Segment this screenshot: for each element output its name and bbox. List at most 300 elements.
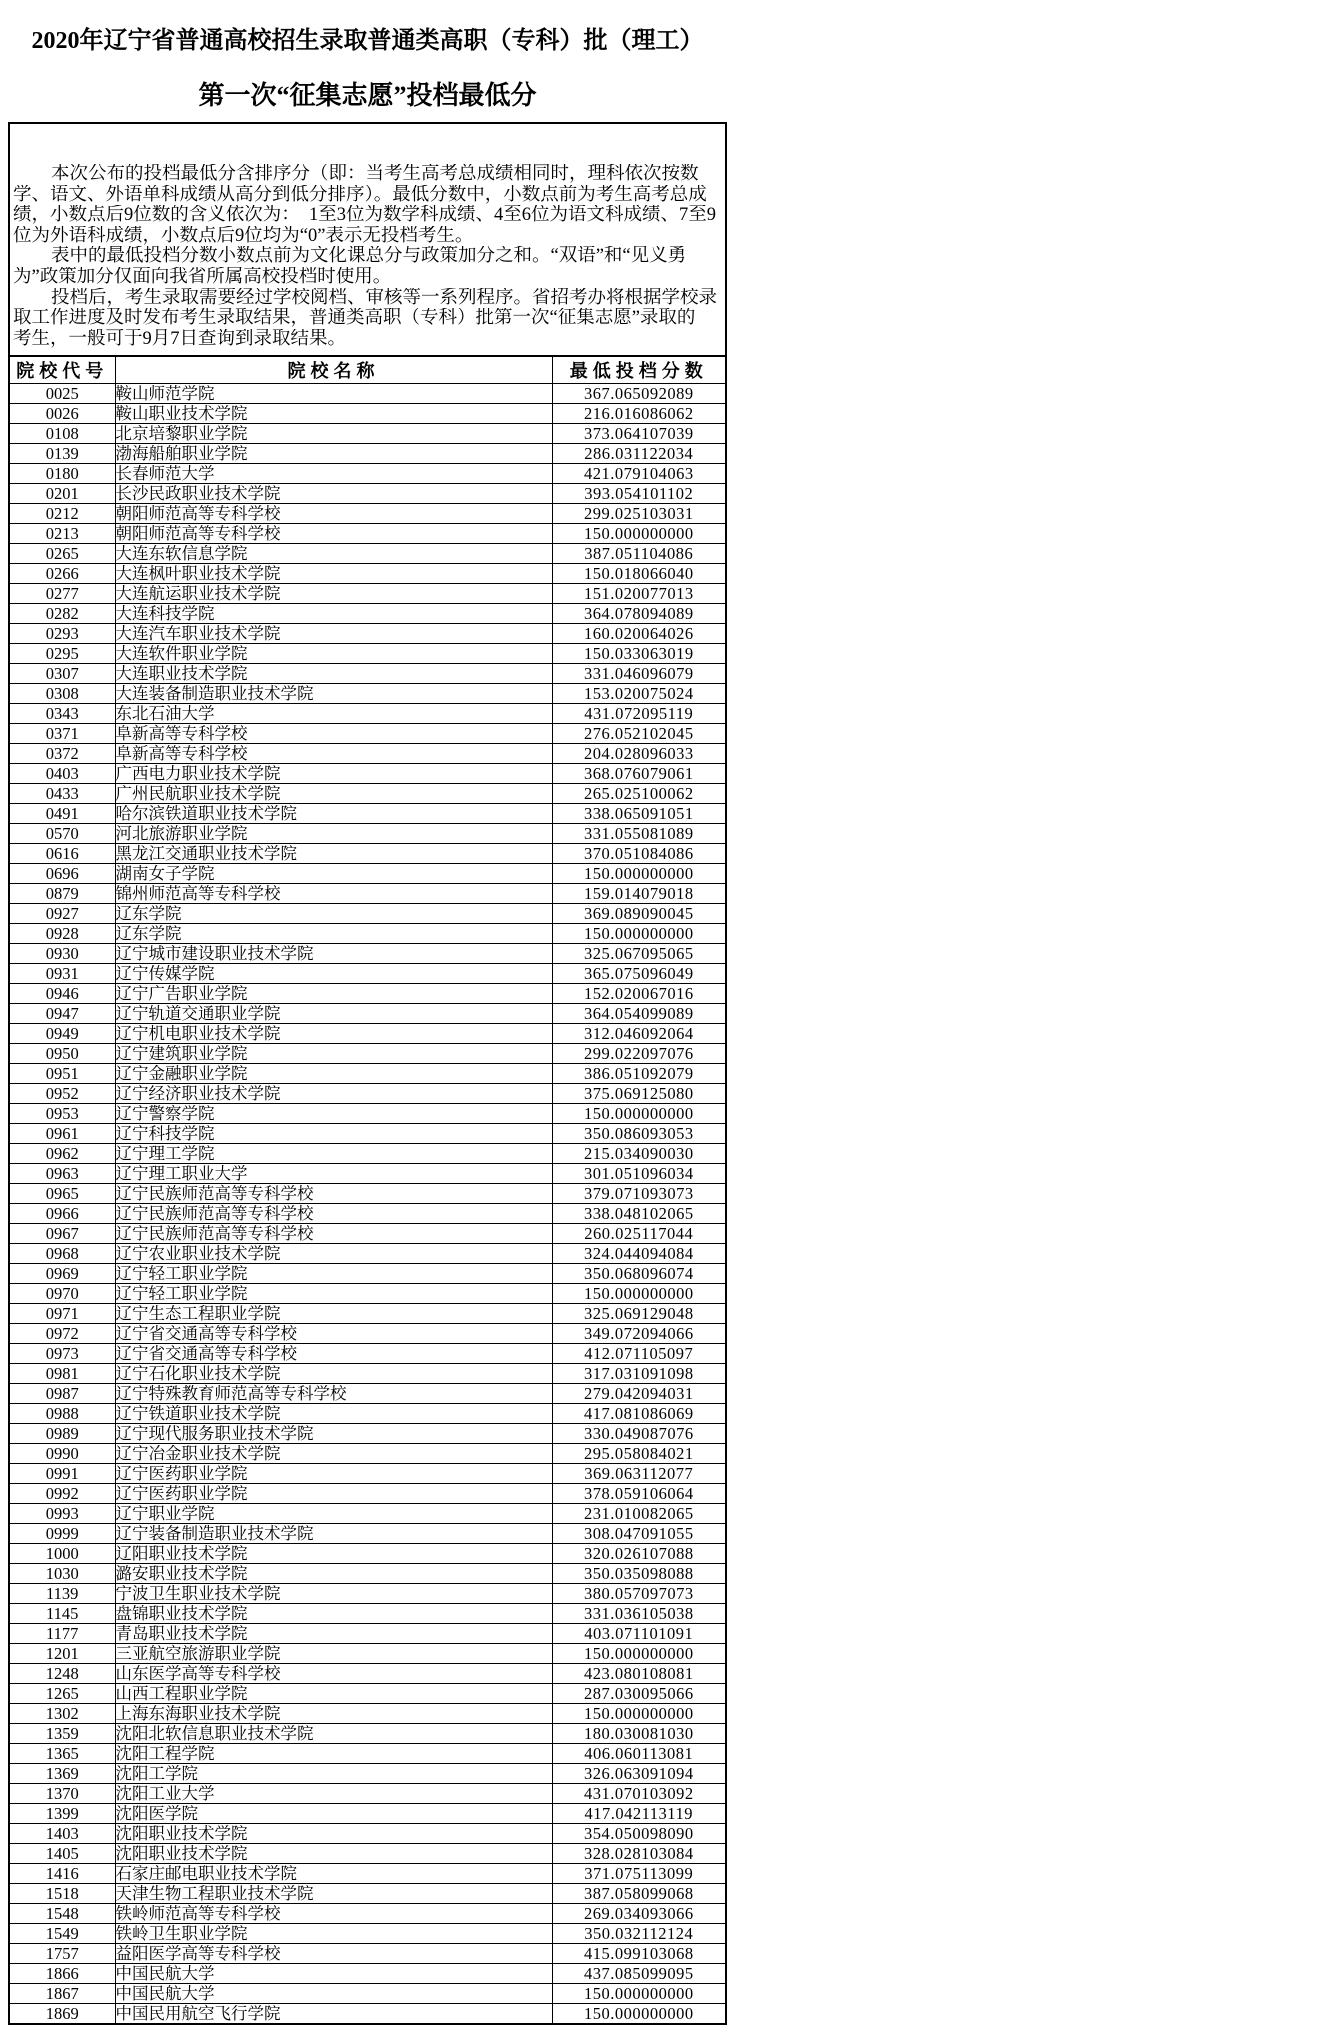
college-name-cell: 石家庄邮电职业技术学院 (115, 1864, 552, 1884)
college-code-cell: 0946 (9, 984, 115, 1004)
college-name-cell: 沈阳职业技术学院 (115, 1844, 552, 1864)
college-code-cell: 0265 (9, 544, 115, 564)
college-name-cell: 辽宁民族师范高等专科学校 (115, 1184, 552, 1204)
college-code-cell: 0991 (9, 1464, 115, 1484)
table-row (9, 1824, 726, 1844)
table-row (9, 1464, 726, 1484)
college-code-cell: 0950 (9, 1044, 115, 1064)
min-score-cell: 328.028103084 (552, 1844, 726, 1864)
min-score-cell: 369.089090045 (552, 904, 726, 924)
table-row (9, 1084, 726, 1104)
college-name-cell: 锦州师范高等专科学校 (115, 884, 552, 904)
table-row (9, 1484, 726, 1504)
table-row (9, 584, 726, 604)
table-row (9, 1724, 726, 1744)
college-name-cell: 辽宁理工学院 (115, 1144, 552, 1164)
college-name-cell: 辽宁冶金职业技术学院 (115, 1444, 552, 1464)
college-name-cell: 山东医学高等专科学校 (115, 1664, 552, 1684)
min-score-cell: 380.057097073 (552, 1584, 726, 1604)
min-score-cell: 325.067095065 (552, 944, 726, 964)
table-row (9, 1684, 726, 1704)
college-name-cell: 大连东软信息学院 (115, 544, 552, 564)
college-code-cell: 1399 (9, 1804, 115, 1824)
table-row (9, 1204, 726, 1224)
min-score-cell: 386.051092079 (552, 1064, 726, 1084)
min-score-cell: 369.063112077 (552, 1464, 726, 1484)
min-score-cell: 338.065091051 (552, 804, 726, 824)
table-row (9, 1804, 726, 1824)
college-code-cell: 1139 (9, 1584, 115, 1604)
table-row (9, 824, 726, 844)
college-name-cell: 中国民航大学 (115, 1964, 552, 1984)
college-code-cell: 0026 (9, 404, 115, 424)
college-name-cell: 辽宁科技学院 (115, 1124, 552, 1144)
min-score-cell: 338.048102065 (552, 1204, 726, 1224)
table-row (9, 1704, 726, 1724)
college-code-cell: 0969 (9, 1264, 115, 1284)
table-row (9, 964, 726, 984)
college-code-cell: 0953 (9, 1104, 115, 1124)
college-name-cell: 辽宁省交通高等专科学校 (115, 1344, 552, 1364)
college-name-cell: 大连装备制造职业技术学院 (115, 684, 552, 704)
college-code-cell: 1757 (9, 1944, 115, 1964)
college-name-cell: 三亚航空旅游职业学院 (115, 1644, 552, 1664)
table-row (9, 1884, 726, 1904)
college-name-cell: 哈尔滨铁道职业技术学院 (115, 804, 552, 824)
column-header-min-score: 最低投档分数 (552, 356, 726, 384)
college-code-cell: 1302 (9, 1704, 115, 1724)
college-code-cell: 0928 (9, 924, 115, 944)
table-row (9, 1144, 726, 1164)
college-name-cell: 阜新高等专科学校 (115, 724, 552, 744)
min-score-cell: 160.020064026 (552, 624, 726, 644)
table-row (9, 564, 726, 584)
table-row (9, 1864, 726, 1884)
min-score-cell: 375.069125080 (552, 1084, 726, 1104)
college-code-cell: 0962 (9, 1144, 115, 1164)
college-name-cell: 辽宁民族师范高等专科学校 (115, 1204, 552, 1224)
min-score-cell: 373.064107039 (552, 424, 726, 444)
page-subtitle: 第一次“征集志愿”投档最低分 (198, 81, 537, 110)
college-code-cell: 1866 (9, 1964, 115, 1984)
college-name-cell: 北京培黎职业学院 (115, 424, 552, 444)
table-row (9, 1524, 726, 1544)
college-name-cell: 上海东海职业技术学院 (115, 1704, 552, 1724)
college-code-cell: 0295 (9, 644, 115, 664)
table-row (9, 404, 726, 424)
min-score-cell: 180.030081030 (552, 1724, 726, 1744)
college-code-cell: 0988 (9, 1404, 115, 1424)
min-score-cell: 150.000000000 (552, 2004, 726, 2025)
college-code-cell: 0971 (9, 1304, 115, 1324)
min-score-cell: 231.010082065 (552, 1504, 726, 1524)
college-name-cell: 辽宁城市建设职业技术学院 (115, 944, 552, 964)
min-score-cell: 150.000000000 (552, 924, 726, 944)
table-row (9, 1764, 726, 1784)
min-score-cell: 350.032112124 (552, 1924, 726, 1944)
min-score-cell: 330.049087076 (552, 1424, 726, 1444)
college-name-cell: 辽宁金融职业学院 (115, 1064, 552, 1084)
table-row (9, 1284, 726, 1304)
college-name-cell: 辽宁医药职业学院 (115, 1484, 552, 1504)
college-code-cell: 0966 (9, 1204, 115, 1224)
college-name-cell: 广州民航职业技术学院 (115, 784, 552, 804)
min-score-cell: 150.000000000 (552, 1284, 726, 1304)
column-header-college-code: 院校代号 (9, 356, 115, 384)
college-name-cell: 辽东学院 (115, 924, 552, 944)
college-code-cell: 1145 (9, 1604, 115, 1624)
college-code-cell: 0961 (9, 1124, 115, 1144)
college-code-cell: 1869 (9, 2004, 115, 2025)
college-name-cell: 大连软件职业学院 (115, 644, 552, 664)
college-code-cell: 0973 (9, 1344, 115, 1364)
table-row (9, 724, 726, 744)
min-score-cell: 325.069129048 (552, 1304, 726, 1324)
college-name-cell: 辽宁轨道交通职业学院 (115, 1004, 552, 1024)
college-name-cell: 长春师范大学 (115, 464, 552, 484)
intro-line: 考生，一般可于9月7日查询到录取结果。 (13, 328, 347, 349)
college-name-cell: 沈阳工业大学 (115, 1784, 552, 1804)
college-code-cell: 1403 (9, 1824, 115, 1844)
score-table-head (9, 356, 726, 384)
college-code-cell: 0213 (9, 524, 115, 544)
table-row (9, 1784, 726, 1804)
min-score-cell: 364.054099089 (552, 1004, 726, 1024)
college-code-cell: 0025 (9, 384, 115, 404)
college-name-cell: 宁波卫生职业技术学院 (115, 1584, 552, 1604)
table-row (9, 744, 726, 764)
college-code-cell: 1359 (9, 1724, 115, 1744)
min-score-cell: 350.035098088 (552, 1564, 726, 1584)
college-code-cell: 1416 (9, 1864, 115, 1884)
college-code-cell: 0930 (9, 944, 115, 964)
intro-line: 取工作进度及时发布考生录取结果，普通类高职（专科）批第一次“征集志愿”录取的 (13, 308, 696, 329)
college-name-cell: 辽宁民族师范高等专科学校 (115, 1224, 552, 1244)
college-code-cell: 0343 (9, 704, 115, 724)
min-score-cell: 331.036105038 (552, 1604, 726, 1624)
college-code-cell: 0307 (9, 664, 115, 684)
table-row (9, 1944, 726, 1964)
college-name-cell: 辽宁经济职业技术学院 (115, 1084, 552, 1104)
min-score-cell: 279.042094031 (552, 1384, 726, 1404)
college-name-cell: 河北旅游职业学院 (115, 824, 552, 844)
college-code-cell: 0970 (9, 1284, 115, 1304)
college-name-cell: 渤海船舶职业学院 (115, 444, 552, 464)
table-row (9, 2004, 726, 2025)
table-row (9, 1664, 726, 1684)
college-name-cell: 辽宁警察学院 (115, 1104, 552, 1124)
min-score-cell: 378.059106064 (552, 1484, 726, 1504)
college-name-cell: 朝阳师范高等专科学校 (115, 524, 552, 544)
table-row (9, 1404, 726, 1424)
table-row (9, 1984, 726, 2004)
min-score-cell: 151.020077013 (552, 584, 726, 604)
college-code-cell: 1518 (9, 1884, 115, 1904)
min-score-cell: 276.052102045 (552, 724, 726, 744)
min-score-cell: 265.025100062 (552, 784, 726, 804)
table-row (9, 1384, 726, 1404)
intro-line: 学、语文、外语单科成绩从高分到低分排序）。最低分数中，小数点前为考生高考总成 (13, 184, 707, 205)
table-row (9, 704, 726, 724)
min-score-cell: 269.034093066 (552, 1904, 726, 1924)
min-score-cell: 324.044094084 (552, 1244, 726, 1264)
min-score-cell: 150.000000000 (552, 1644, 726, 1664)
table-row (9, 904, 726, 924)
min-score-cell: 216.016086062 (552, 404, 726, 424)
table-row (9, 424, 726, 444)
college-code-cell: 0972 (9, 1324, 115, 1344)
table-row (9, 1024, 726, 1044)
college-code-cell: 1405 (9, 1844, 115, 1864)
table-row (9, 1444, 726, 1464)
college-name-cell: 辽宁省交通高等专科学校 (115, 1324, 552, 1344)
min-score-cell: 349.072094066 (552, 1324, 726, 1344)
college-code-cell: 1370 (9, 1784, 115, 1804)
college-code-cell: 0108 (9, 424, 115, 444)
college-name-cell: 铁岭师范高等专科学校 (115, 1904, 552, 1924)
table-row (9, 1304, 726, 1324)
table-row (9, 1184, 726, 1204)
min-score-cell: 204.028096033 (552, 744, 726, 764)
college-name-cell: 潞安职业技术学院 (115, 1564, 552, 1584)
intro-line: 投档后，考生录取需要经过学校阅档、审核等一系列程序。省招考办将根据学校录 (51, 287, 718, 308)
table-row (9, 1004, 726, 1024)
min-score-cell: 431.072095119 (552, 704, 726, 724)
min-score-cell: 260.025117044 (552, 1224, 726, 1244)
college-name-cell: 沈阳工学院 (115, 1764, 552, 1784)
table-row (9, 1504, 726, 1524)
min-score-cell: 150.000000000 (552, 1704, 726, 1724)
college-name-cell: 辽宁传媒学院 (115, 964, 552, 984)
college-name-cell: 阜新高等专科学校 (115, 744, 552, 764)
college-code-cell: 0999 (9, 1524, 115, 1544)
intro-line: 绩，小数点后9位数的含义依次为： 1至3位为数学科成绩、4至6位为语文科成绩、7至9 (13, 205, 717, 226)
table-row (9, 644, 726, 664)
college-name-cell: 青岛职业技术学院 (115, 1624, 552, 1644)
college-code-cell: 0931 (9, 964, 115, 984)
college-code-cell: 0952 (9, 1084, 115, 1104)
college-name-cell: 鞍山职业技术学院 (115, 404, 552, 424)
college-name-cell: 铁岭卫生职业学院 (115, 1924, 552, 1944)
table-row (9, 1544, 726, 1564)
min-score-cell: 371.075113099 (552, 1864, 726, 1884)
table-row (9, 1104, 726, 1124)
table-row (9, 524, 726, 544)
table-row (9, 384, 726, 404)
college-code-cell: 0139 (9, 444, 115, 464)
table-row (9, 484, 726, 504)
min-score-cell: 150.033063019 (552, 644, 726, 664)
college-code-cell: 1265 (9, 1684, 115, 1704)
college-code-cell: 0282 (9, 604, 115, 624)
min-score-cell: 295.058084021 (552, 1444, 726, 1464)
table-row (9, 684, 726, 704)
college-name-cell: 辽宁现代服务职业技术学院 (115, 1424, 552, 1444)
min-score-cell: 326.063091094 (552, 1764, 726, 1784)
min-score-cell: 403.071101091 (552, 1624, 726, 1644)
college-name-cell: 天津生物工程职业技术学院 (115, 1884, 552, 1904)
min-score-cell: 331.055081089 (552, 824, 726, 844)
table-row (9, 1264, 726, 1284)
college-name-cell: 长沙民政职业技术学院 (115, 484, 552, 504)
college-code-cell: 0981 (9, 1364, 115, 1384)
college-code-cell: 0951 (9, 1064, 115, 1084)
min-score-cell: 215.034090030 (552, 1144, 726, 1164)
college-name-cell: 鞍山师范学院 (115, 384, 552, 404)
college-name-cell: 辽宁铁道职业技术学院 (115, 1404, 552, 1424)
table-row (9, 984, 726, 1004)
min-score-cell: 431.070103092 (552, 1784, 726, 1804)
college-name-cell: 沈阳职业技术学院 (115, 1824, 552, 1844)
college-code-cell: 0491 (9, 804, 115, 824)
college-code-cell: 0696 (9, 864, 115, 884)
college-code-cell: 0965 (9, 1184, 115, 1204)
college-code-cell: 0570 (9, 824, 115, 844)
table-row (9, 944, 726, 964)
min-score-cell: 152.020067016 (552, 984, 726, 1004)
college-name-cell: 辽宁建筑职业学院 (115, 1044, 552, 1064)
college-name-cell: 大连汽车职业技术学院 (115, 624, 552, 644)
min-score-cell: 406.060113081 (552, 1744, 726, 1764)
table-row (9, 1164, 726, 1184)
college-name-cell: 辽宁机电职业技术学院 (115, 1024, 552, 1044)
min-score-cell: 417.081086069 (552, 1404, 726, 1424)
min-score-cell: 417.042113119 (552, 1804, 726, 1824)
table-row (9, 604, 726, 624)
college-code-cell: 0993 (9, 1504, 115, 1524)
college-name-cell: 辽宁轻工职业学院 (115, 1284, 552, 1304)
college-code-cell: 0947 (9, 1004, 115, 1024)
min-score-cell: 350.086093053 (552, 1124, 726, 1144)
page-title: 2020年辽宁省普通高校招生录取普通类高职（专科）批（理工） (31, 28, 704, 54)
college-code-cell: 0266 (9, 564, 115, 584)
table-row (9, 1744, 726, 1764)
table-row (9, 1224, 726, 1244)
college-code-cell: 1548 (9, 1904, 115, 1924)
table-row (9, 1324, 726, 1344)
min-score-cell: 150.000000000 (552, 1984, 726, 2004)
min-score-cell: 415.099103068 (552, 1944, 726, 1964)
college-code-cell: 0967 (9, 1224, 115, 1244)
college-code-cell: 0990 (9, 1444, 115, 1464)
college-code-cell: 1201 (9, 1644, 115, 1664)
college-name-cell: 沈阳工程学院 (115, 1744, 552, 1764)
college-name-cell: 大连职业技术学院 (115, 664, 552, 684)
college-code-cell: 0212 (9, 504, 115, 524)
intro-line: 表中的最低投档分数小数点前为文化课总分与政策加分之和。“双语”和“见义勇 (51, 246, 687, 267)
college-name-cell: 辽宁轻工职业学院 (115, 1264, 552, 1284)
min-score-cell: 423.080108081 (552, 1664, 726, 1684)
intro-box (8, 122, 727, 355)
college-code-cell: 0403 (9, 764, 115, 784)
college-name-cell: 辽宁农业职业技术学院 (115, 1244, 552, 1264)
table-row (9, 624, 726, 644)
college-name-cell: 辽阳职业技术学院 (115, 1544, 552, 1564)
college-code-cell: 1369 (9, 1764, 115, 1784)
min-score-cell: 317.031091098 (552, 1364, 726, 1384)
college-name-cell: 黑龙江交通职业技术学院 (115, 844, 552, 864)
table-row (9, 1244, 726, 1264)
min-score-cell: 437.085099095 (552, 1964, 726, 1984)
table-row (9, 884, 726, 904)
table-row (9, 1644, 726, 1664)
college-code-cell: 0879 (9, 884, 115, 904)
college-code-cell: 0180 (9, 464, 115, 484)
table-row (9, 1364, 726, 1384)
college-name-cell: 广西电力职业技术学院 (115, 764, 552, 784)
intro-line: 位为外语科成绩，小数点后9位均为“0”表示无投档考生。 (13, 225, 474, 246)
table-row (9, 504, 726, 524)
college-name-cell: 中国民航大学 (115, 1984, 552, 2004)
column-header-college-name: 院校名称 (115, 356, 552, 384)
min-score-cell: 412.071105097 (552, 1344, 726, 1364)
table-row (9, 1044, 726, 1064)
college-name-cell: 山西工程职业学院 (115, 1684, 552, 1704)
table-row (9, 844, 726, 864)
table-row (9, 1604, 726, 1624)
min-score-cell: 367.065092089 (552, 384, 726, 404)
table-row (9, 1124, 726, 1144)
college-code-cell: 1549 (9, 1924, 115, 1944)
min-score-cell: 364.078094089 (552, 604, 726, 624)
table-row (9, 1924, 726, 1944)
college-code-cell: 1248 (9, 1664, 115, 1684)
college-name-cell: 辽宁理工职业大学 (115, 1164, 552, 1184)
min-score-cell: 299.025103031 (552, 504, 726, 524)
document-content (8, 0, 727, 2025)
college-name-cell: 湖南女子学院 (115, 864, 552, 884)
table-row (9, 1564, 726, 1584)
min-score-cell: 299.022097076 (552, 1044, 726, 1064)
college-name-cell: 辽宁特殊教育师范高等专科学校 (115, 1384, 552, 1404)
college-code-cell: 0927 (9, 904, 115, 924)
college-name-cell: 辽宁广告职业学院 (115, 984, 552, 1004)
college-code-cell: 1030 (9, 1564, 115, 1584)
min-score-cell: 368.076079061 (552, 764, 726, 784)
college-name-cell: 沈阳北软信息职业技术学院 (115, 1724, 552, 1744)
intro-paragraphs (13, 164, 723, 349)
min-score-cell: 153.020075024 (552, 684, 726, 704)
table-row (9, 544, 726, 564)
table-row (9, 1844, 726, 1864)
college-name-cell: 益阳医学高等专科学校 (115, 1944, 552, 1964)
min-score-cell: 365.075096049 (552, 964, 726, 984)
table-row (9, 1904, 726, 1924)
table-row (9, 924, 726, 944)
min-score-cell: 370.051084086 (552, 844, 726, 864)
table-row (9, 804, 726, 824)
table-header-row (9, 356, 726, 384)
min-score-cell: 354.050098090 (552, 1824, 726, 1844)
table-row (9, 1064, 726, 1084)
college-code-cell: 0968 (9, 1244, 115, 1264)
table-row (9, 1624, 726, 1644)
min-score-cell: 286.031122034 (552, 444, 726, 464)
college-code-cell: 0371 (9, 724, 115, 744)
college-name-cell: 大连航运职业技术学院 (115, 584, 552, 604)
college-name-cell: 辽宁装备制造职业技术学院 (115, 1524, 552, 1544)
college-name-cell: 东北石油大学 (115, 704, 552, 724)
min-score-cell: 393.054101102 (552, 484, 726, 504)
min-score-cell: 150.018066040 (552, 564, 726, 584)
table-row (9, 444, 726, 464)
college-name-cell: 辽宁石化职业技术学院 (115, 1364, 552, 1384)
college-name-cell: 中国民用航空飞行学院 (115, 2004, 552, 2025)
min-score-cell: 320.026107088 (552, 1544, 726, 1564)
table-row (9, 864, 726, 884)
college-code-cell: 0277 (9, 584, 115, 604)
college-name-cell: 辽东学院 (115, 904, 552, 924)
